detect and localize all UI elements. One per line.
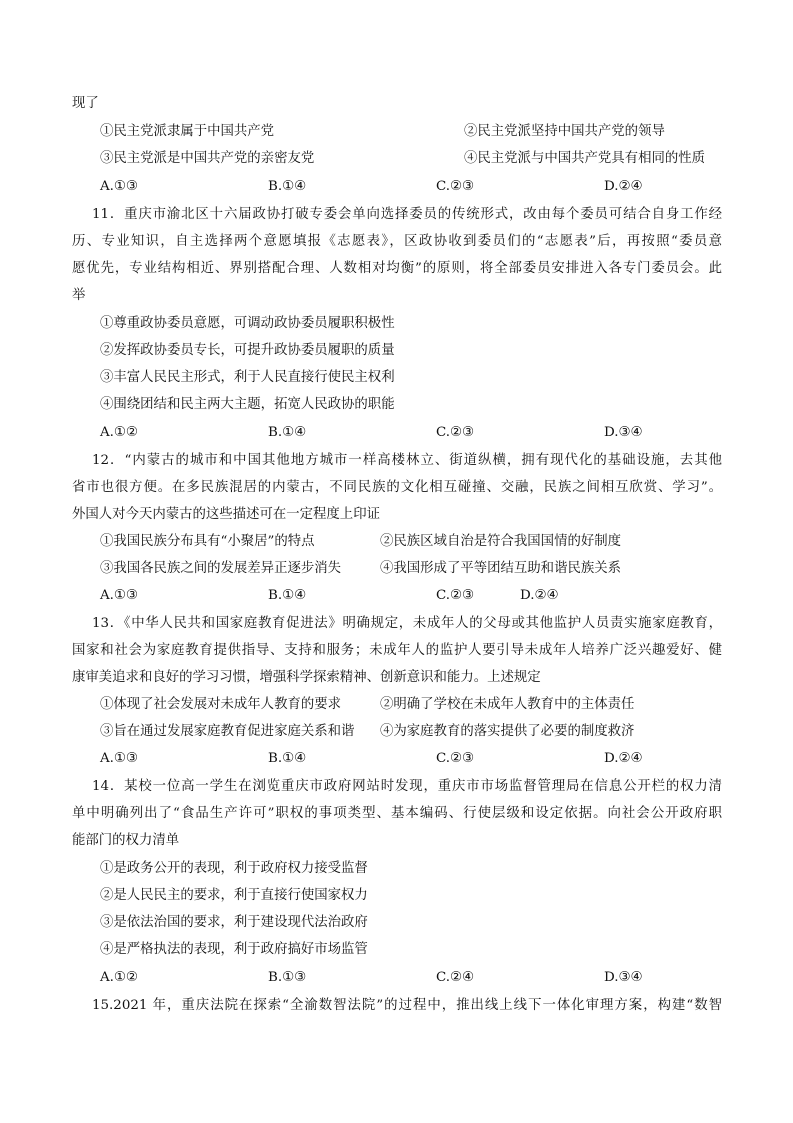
q14-stem-line-2: 单中明确列出了“食品生产许可”职权的事项类型、基本编码、行使层级和设定依据。向社会公开政府职 [72, 806, 722, 821]
q14-stem-line-1: 14．某校一位高一学生在浏览重庆市政府网站时发现，重庆市市场监督管理局在信息公开栏的权力清 [92, 779, 722, 794]
q13-choice-a: A.①③ [100, 751, 138, 766]
q12-option-3: ③我国各民族之间的发展差异正逐步消失 [100, 561, 342, 576]
q14-option-1: ①是政务公开的表现，利于政府权力接受监督 [100, 861, 368, 876]
q14-choice-b: B.①③ [268, 970, 307, 985]
q10-continuation: 现了 [72, 96, 99, 111]
q11-choice-c: C.②③ [436, 425, 475, 440]
q12-stem-line-3: 外国人对今天内蒙古的这些描述可在一定程度上印证 [72, 507, 380, 522]
q14-option-4: ④是严格执法的表现，利于政府搞好市场监管 [100, 942, 368, 957]
q11-option-2: ②发挥政协委员专长，可提升政协委员履职的质量 [100, 343, 395, 358]
q10-choice-d: D.②④ [604, 179, 643, 194]
q12-choice-c: C.②③ [436, 588, 475, 603]
q10-choice-a: A.①③ [100, 179, 138, 194]
q13-option-1: ①体现了社会发展对未成年人教育的要求 [100, 697, 342, 712]
q12-option-1: ①我国民族分布具有“小聚居”的特点 [100, 534, 315, 549]
q12-choice-d: D.②④ [520, 588, 559, 603]
q14-choice-c: C.②④ [436, 970, 475, 985]
q14-choice-a: A.①② [100, 970, 138, 985]
q12-option-2: ②民族区域自治是符合我国国情的好制度 [380, 534, 622, 549]
q14-option-3: ③是依法治国的要求，利于建设现代法治政府 [100, 915, 368, 930]
q11-stem-line-2: 历、专业知识，自主选择两个意愿填报《志愿表》，区政协收到委员们的“志愿表”后，再按照“委员意 [72, 234, 722, 249]
q12-stem-line-1: 12．“内蒙古的城市和中国其他地方城市一样高楼林立、街道纵横，拥有现代化的基础设施，去其他 [92, 453, 722, 468]
q10-option-1: ①民主党派隶属于中国共产党 [100, 124, 275, 139]
q11-choice-a: A.①② [100, 425, 138, 440]
q11-choice-d: D.③④ [604, 425, 643, 440]
q14-option-2: ②是人民民主的要求，利于直接行使国家权力 [100, 888, 368, 903]
q13-stem-line-1: 13．《中华人民共和国家庭教育促进法》明确规定，未成年人的父母或其他监护人员责实施家庭教育， [92, 616, 722, 631]
q10-choice-b: B.①④ [268, 179, 307, 194]
q12-option-4: ④我国形成了平等团结互助和谐民族关系 [380, 561, 622, 576]
q13-stem-line-3: 康审美追求和良好的学习习惯，增强科学探索精神、创新意识和能力。上述规定 [72, 670, 541, 685]
q14-choice-d: D.③④ [604, 970, 643, 985]
q11-choice-b: B.①④ [268, 425, 307, 440]
q13-option-3: ③旨在通过发展家庭教育促进家庭关系和谐 [100, 724, 355, 739]
q15-stem-line-1: 15.2021 年，重庆法院在探索“全渝数智法院”的过程中，推出线上线下一体化审理方案，构建“数智 [92, 998, 722, 1013]
q11-option-1: ①尊重政协委员意愿，可调动政协委员履职积极性 [100, 316, 395, 331]
q10-option-3: ③民主党派是中国共产党的亲密友党 [100, 151, 315, 166]
q14-stem-line-3: 能部门的权力清单 [72, 833, 180, 848]
q13-choice-c: C.②③ [436, 751, 475, 766]
q11-stem-line-4: 举 [72, 288, 86, 303]
q10-option-4: ④民主党派与中国共产党具有相同的性质 [464, 151, 706, 166]
q13-option-4: ④为家庭教育的落实提供了必要的制度救济 [380, 724, 635, 739]
q11-option-3: ③丰富人民民主形式，利于人民直接行使民主权利 [100, 370, 395, 385]
q11-option-4: ④围绕团结和民主两大主题，拓宽人民政协的职能 [100, 397, 395, 412]
q13-choice-d: D.②④ [604, 751, 643, 766]
q12-choice-a: A.①③ [100, 588, 138, 603]
q11-stem-line-3: 愿优先，专业结构相近、界别搭配合理、人数相对均衡”的原则，将全部委员安排进入各专门委员会。此 [72, 261, 722, 276]
q13-option-2: ②明确了学校在未成年人教育中的主体责任 [380, 697, 635, 712]
q12-choice-b: B.①④ [268, 588, 307, 603]
q10-choice-c: C.②③ [436, 179, 475, 194]
q11-stem-line-1: 11．重庆市渝北区十六届政协打破专委会单向选择委员的传统形式，改由每个委员可结合自身工作经 [92, 207, 722, 222]
q10-option-2: ②民主党派坚持中国共产党的领导 [464, 124, 665, 139]
q12-stem-line-2: 省市也很方便。在多民族混居的内蒙古，不同民族的文化相互碰撞、交融，民族之间相互欣赏、学习”。 [72, 480, 722, 495]
q13-stem-line-2: 国家和社会为家庭教育提供指导、支持和服务；未成年人的监护人要引导未成年人培养广泛兴趣爱好、健 [72, 643, 722, 658]
q13-choice-b: B.①④ [268, 751, 307, 766]
